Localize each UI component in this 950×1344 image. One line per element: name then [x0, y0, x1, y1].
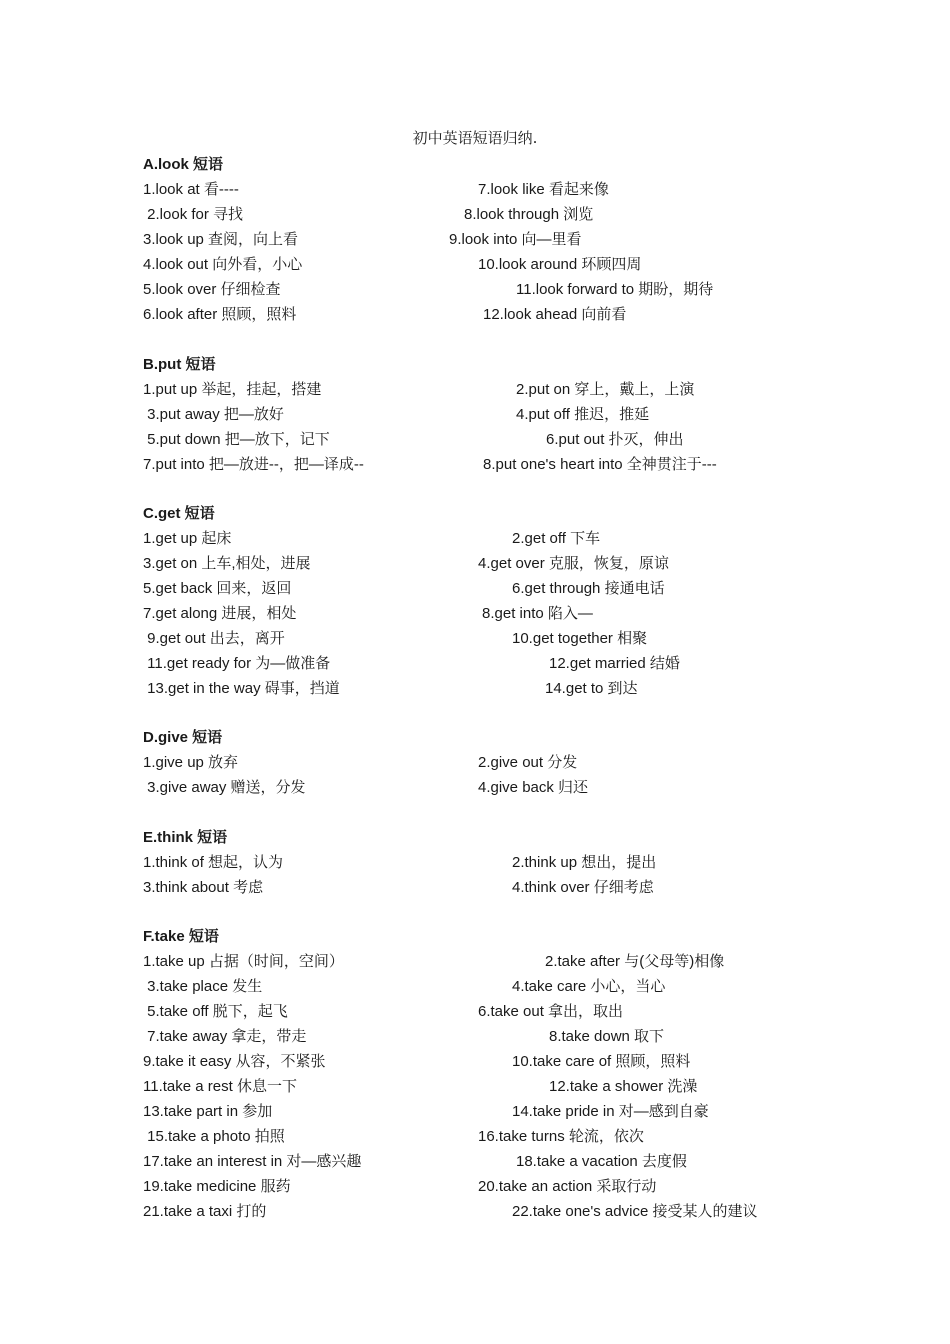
- phrase-item: 11.look forward to 期盼，期待: [516, 281, 714, 298]
- phrase-item: 5.get back 回来，返回: [143, 580, 292, 597]
- phrase-item: 8.get into 陷入—: [482, 605, 593, 622]
- phrase-item: 2.get off 下车: [512, 530, 601, 547]
- phrase-item: 5.put down 把—放下，记下: [143, 431, 330, 448]
- phrase-item: 7.take away 拿走，带走: [143, 1028, 307, 1045]
- phrase-item: 6.put out 扑灭，伸出: [546, 431, 684, 448]
- phrase-item: 21.take a taxi 打的: [143, 1203, 267, 1220]
- phrase-item: 3.get on 上车,相处，进展: [143, 555, 311, 572]
- phrase-item: 2.give out 分发: [478, 754, 578, 771]
- phrase-item: 8.look through 浏览: [464, 206, 594, 223]
- phrase-item: 15.take a photo 拍照: [143, 1128, 285, 1145]
- phrase-item: 1.take up 占据（时间，空间）: [143, 953, 344, 970]
- section-heading-look: A.look 短语: [143, 156, 224, 173]
- phrase-item: 1.put up 举起，挂起，搭建: [143, 381, 322, 398]
- section-heading-think: E.think 短语: [143, 829, 228, 846]
- phrase-item: 11.take a rest 休息一下: [143, 1078, 297, 1095]
- phrase-item: 19.take medicine 服药: [143, 1178, 291, 1195]
- phrase-item: 14.take pride in 对—感到自豪: [512, 1103, 709, 1120]
- phrase-item: 4.put off 推迟，推延: [516, 406, 650, 423]
- phrase-item: 10.look around 环顾四周: [478, 256, 642, 273]
- phrase-item: 9.take it easy 从容，不紧张: [143, 1053, 326, 1070]
- phrase-item: 2.think up 想出，提出: [512, 854, 657, 871]
- phrase-item: 12.take a shower 洗澡: [549, 1078, 698, 1095]
- phrase-item: 3.give away 赠送，分发: [143, 779, 306, 796]
- phrase-item: 3.look up 查阅，向上看: [143, 231, 299, 248]
- phrase-item: 3.take place 发生: [143, 978, 263, 995]
- phrase-item: 10.get together 相聚: [512, 630, 648, 647]
- phrase-item: 16.take turns 轮流，依次: [478, 1128, 644, 1145]
- phrase-item: 2.put on 穿上，戴上，上演: [516, 381, 695, 398]
- phrase-item: 5.look over 仔细检查: [143, 281, 281, 298]
- section-heading-give: D.give 短语: [143, 729, 223, 746]
- phrase-item: 22.take one's advice 接受某人的建议: [512, 1203, 758, 1220]
- phrase-item: 17.take an interest in 对—感兴趣: [143, 1153, 362, 1170]
- phrase-item: 3.think about 考虑: [143, 879, 264, 896]
- phrase-item: 6.look after 照顾，照料: [143, 306, 297, 323]
- phrase-item: 1.get up 起床: [143, 530, 232, 547]
- phrase-item: 4.look out 向外看，小心: [143, 256, 303, 273]
- phrase-item: 4.think over 仔细考虑: [512, 879, 654, 896]
- phrase-item: 20.take an action 采取行动: [478, 1178, 657, 1195]
- phrase-item: 14.get to 到达: [545, 680, 638, 697]
- phrase-item: 1.think of 想起，认为: [143, 854, 284, 871]
- phrase-item: 7.look like 看起来像: [478, 181, 609, 198]
- section-heading-take: F.take 短语: [143, 928, 219, 945]
- phrase-item: 18.take a vacation 去度假: [516, 1153, 687, 1170]
- phrase-item: 6.take out 拿出，取出: [478, 1003, 624, 1020]
- phrase-item: 6.get through 接通电话: [512, 580, 665, 597]
- phrase-item: 12.look ahead 向前看: [483, 306, 627, 323]
- phrase-item: 12.get married 结婚: [549, 655, 680, 672]
- phrase-item: 3.put away 把—放好: [143, 406, 284, 423]
- phrase-item: 11.get ready for 为—做准备: [143, 655, 331, 672]
- phrase-item: 4.get over 克服，恢复，原谅: [478, 555, 669, 572]
- phrase-item: 10.take care of 照顾，照料: [512, 1053, 691, 1070]
- phrase-item: 8.take down 取下: [549, 1028, 665, 1045]
- phrase-item: 2.look for 寻找: [143, 206, 244, 223]
- phrase-item: 9.get out 出去，离开: [143, 630, 285, 647]
- phrase-item: 1.look at 看----: [143, 181, 239, 198]
- phrase-item: 13.get in the way 碍事，挡道: [143, 680, 340, 697]
- phrase-item: 4.give back 归还: [478, 779, 589, 796]
- section-heading-put: B.put 短语: [143, 356, 216, 373]
- phrase-item: 9.look into 向—里看: [449, 231, 582, 248]
- phrase-item: 1.give up 放弃: [143, 754, 239, 771]
- document-title: 初中英语短语归纳.: [412, 129, 538, 147]
- phrase-item: 2.take after 与(父母等)相像: [545, 953, 725, 970]
- phrase-item: 13.take part in 参加: [143, 1103, 273, 1120]
- phrase-item: 5.take off 脱下，起飞: [143, 1003, 288, 1020]
- phrase-item: 4.take care 小心，当心: [512, 978, 666, 995]
- phrase-item: 8.put one's heart into 全神贯注于---: [483, 456, 717, 473]
- phrase-item: 7.get along 进展，相处: [143, 605, 297, 622]
- phrase-item: 7.put into 把—放进--，把—译成--: [143, 456, 364, 473]
- section-heading-get: C.get 短语: [143, 505, 215, 522]
